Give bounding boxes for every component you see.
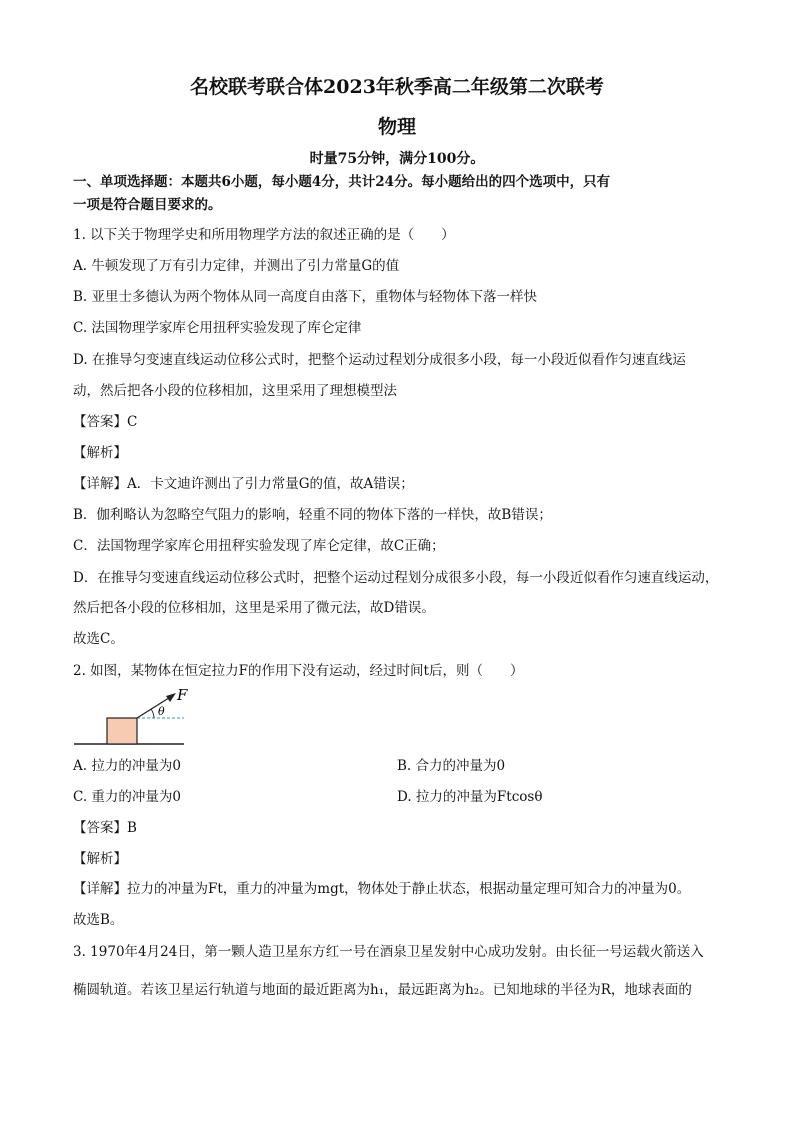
section-heading-line2: 一项是符合题目要求的。: [73, 197, 222, 213]
q2-option-b: B. 合力的冲量为0: [397, 758, 506, 774]
angle-label: θ: [158, 705, 165, 718]
q1-option-d-line1: D. 在推导匀变速直线运动位移公式时，把整个运动过程划分成很多小段，每一小段近似看作匀速直线运: [73, 352, 686, 368]
q2-detail-1: 【详解】拉力的冲量为Ft，重力的冲量为mgt，物体处于静止状态，根据动量定理可知合力的冲量为0。: [73, 881, 691, 897]
exam-title: 名校联考联合体2023年秋季高二年级第二次联考: [190, 76, 604, 98]
force-label: F: [177, 688, 188, 704]
q1-detail-2: B．伽利略认为忽略空气阻力的影响，轻重不同的物体下落的一样快，故B错误；: [73, 507, 552, 523]
time-info: 时量75分钟，满分100分。: [309, 151, 485, 167]
subject-title: 物理: [377, 116, 416, 138]
q1-answer: 【答案】C: [73, 414, 138, 430]
q2-analysis-label: 【解析】: [73, 851, 127, 867]
section-heading-line1: 一、单项选择题：本题共6小题，每小题4分，共计24分。每小题给出的四个选项中，只有: [73, 174, 611, 190]
block: [107, 718, 137, 744]
q2-option-a: A. 拉力的冲量为0: [73, 758, 181, 774]
q3-line1: 3. 1970年4月24日，第一颗人造卫星东方红一号在酒泉卫星发射中心成功发射。由长征一号运载火箭送入: [73, 944, 704, 960]
q1-detail-3: C．法国物理学家库仑用扭秤实验发现了库仑定律，故C正确；: [73, 538, 445, 554]
force-arrow-head: [166, 693, 176, 702]
q1-analysis-label: 【解析】: [73, 445, 127, 461]
angle-arc: [151, 709, 154, 718]
q1-conclusion: 故选C。: [73, 631, 124, 647]
q3-line2: 椭圆轨道。若该卫星运行轨道与地面的最近距离为h₁，最远距离为h₂。已知地球的半径为R，地球表面的: [73, 982, 692, 998]
q2-conclusion: 故选B。: [73, 912, 124, 928]
q1-detail-4: D．在推导匀变速直线运动位移公式时，把整个运动过程划分成很多小段，每一小段近似看作匀速直线运动，: [73, 570, 719, 586]
q2-option-d: D. 拉力的冲量为Ftcosθ: [397, 789, 543, 805]
force-arrow-shaft: [137, 696, 172, 718]
q1-detail-1: 【详解】A．卡文迪许测出了引力常量G的值，故A错误；: [73, 476, 414, 492]
q1-stem: 1. 以下关于物理学史和所用物理学方法的叙述正确的是（ ）: [73, 227, 455, 243]
q2-option-c: C. 重力的冲量为0: [73, 789, 182, 805]
q1-detail-5: 然后把各小段的位移相加，这里是采用了微元法，故D错误。: [73, 600, 435, 616]
q1-option-a: A. 牛顿发现了万有引力定律，并测出了引力常量G的值: [73, 258, 400, 274]
q1-option-d-line2: 动，然后把各小段的位移相加，这里采用了理想模型法: [73, 383, 397, 399]
q2-stem: 2. 如图，某物体在恒定拉力F的作用下没有运动，经过时间t后，则（ ）: [73, 663, 524, 679]
q1-option-b: B. 亚里士多德认为两个物体从同一高度自由落下，重物体与轻物体下落一样快: [73, 289, 538, 305]
q2-answer: 【答案】B: [73, 820, 137, 836]
q2-force-diagram: [72, 688, 188, 748]
q1-option-c: C. 法国物理学家库仑用扭秤实验发现了库仑定律: [73, 320, 362, 336]
force-diagram-svg: [72, 688, 188, 748]
